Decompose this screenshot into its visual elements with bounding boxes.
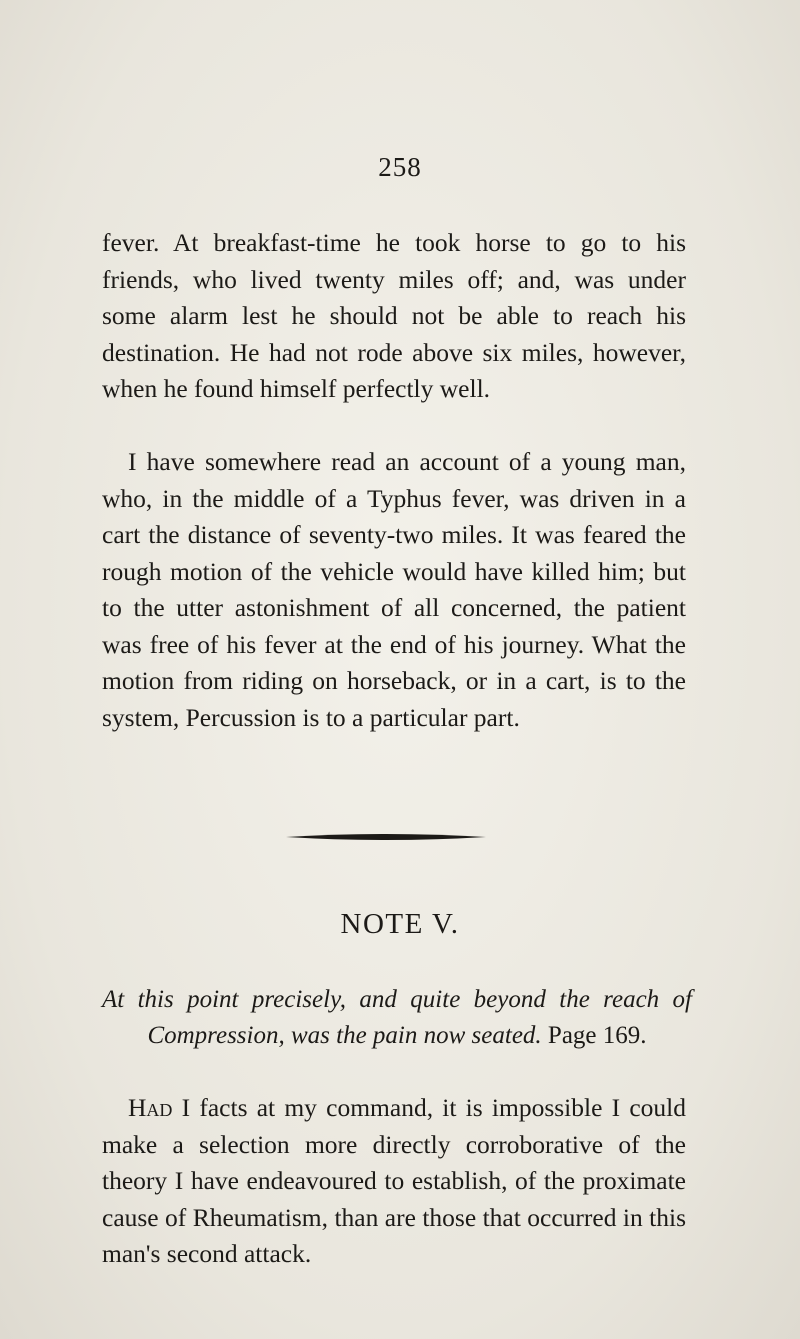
note-page-reference: Page 169. [547,1022,647,1049]
section-divider-rule [286,830,486,844]
note-quote [102,982,692,1054]
paragraph-lead-word: Had [128,1093,173,1122]
paragraph-continuation: fever. At breakfast-time he took horse to go to his friends, who lived twenty miles off; and, was under some alarm lest he should not be able to reach his destination. He had not rode above six miles, however, when he found himself perfectly well. [102,228,686,403]
paragraph-note-text: I facts at my command, it is impossible I could make a selection more directly corroborative of the theory I have endeavoured to establish, of the proximate cause of Rheumatism, than are those that occurred in this man's second attack. [102,1093,686,1268]
note-quote-text: At this point precisely, and quite beyond the reach of Compression, was the pain now seated. [102,986,692,1049]
paragraph-note-body [102,1090,686,1273]
page-number: 258 [378,152,422,182]
paragraph-typhus-account: I have somewhere read an account of a young man, who, in the middle of a Typhus fever, was driven in a cart the distance of seventy-two miles. It was feared the rough motion of the vehicle would have killed him; but to the utter astonishment of all concerned, the patient was free of his fever at the end of his journey. What the motion from riding on horseback, or in a cart, is to the system, Percussion is to a particular part. [102,447,686,732]
note-heading: NOTE V. [340,908,460,940]
